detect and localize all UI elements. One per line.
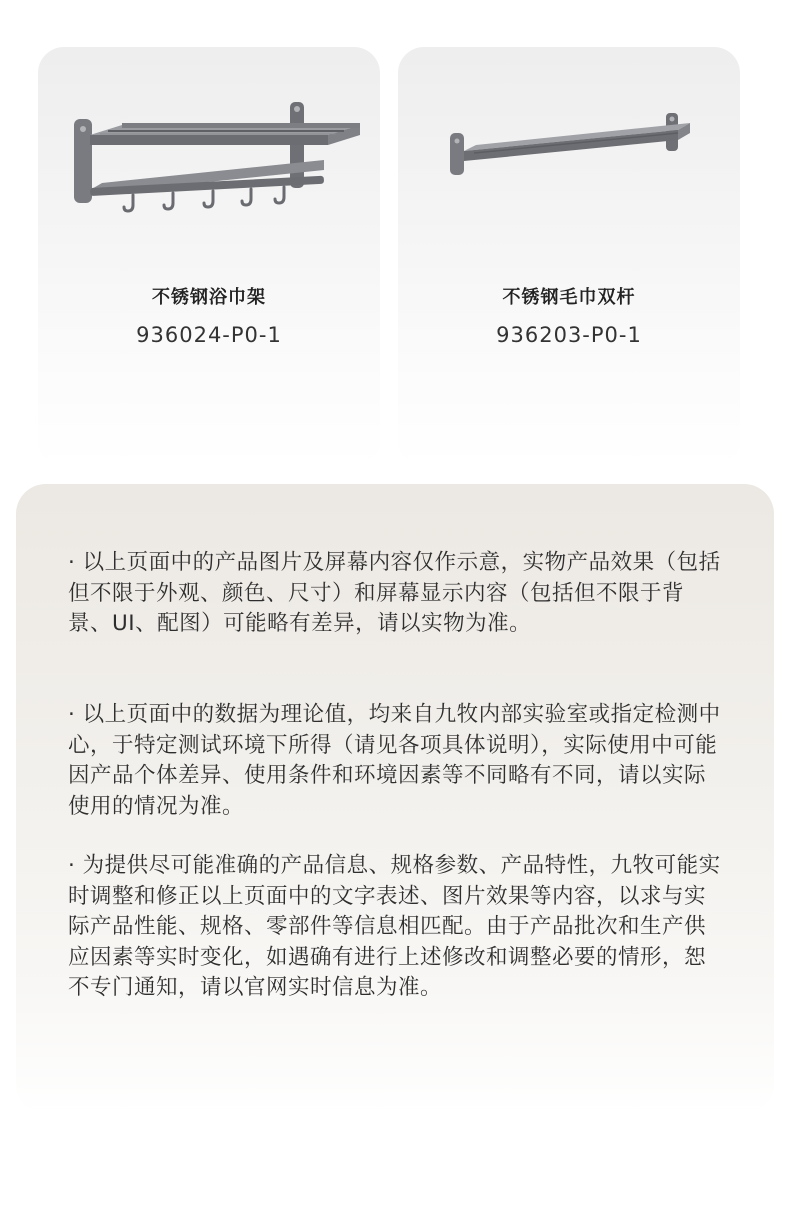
product-code: 936024-P0-1 xyxy=(136,323,282,347)
product-name: 不锈钢浴巾架 xyxy=(152,287,266,308)
double-towel-bar-icon xyxy=(398,47,740,247)
product-name: 不锈钢毛巾双杆 xyxy=(502,287,636,308)
disclaimer-panel xyxy=(16,484,774,1114)
product-code: 936203-P0-1 xyxy=(496,323,642,347)
disclaimer-note: · 以上页面中的产品图片及屏幕内容仅作示意，实物产品效果（包括但不限于外观、颜色、尺寸）和屏幕显示内容（包括但不限于背景、UI、配图）可能略有差异，请以实物为准。 xyxy=(68,550,721,636)
disclaimer-note: · 为提供尽可能准确的产品信息、规格参数、产品特性，九牧可能实时调整和修正以上页面中的文字表述、图片效果等内容，以求与实际产品性能、规格、零部件等信息相匹配。由于产品批次和生产供应因素等实时变化，如遇确有进行上述修改和调整必要的情形，恕不专门通知，请以官网实时信息为准。 xyxy=(68,853,721,1000)
product-card-double-towel-bar[interactable] xyxy=(398,47,740,467)
disclaimer-note: · 以上页面中的数据为理论值，均来自九牧内部实验室或指定检测中心，于特定测试环境下所得（请见各项具体说明），实际使用中可能因产品个体差异、使用条件和环境因素等不同略有不同，请以实际使用的情况为准。 xyxy=(68,702,721,819)
towel-rack-with-hooks-icon xyxy=(38,47,380,247)
product-card-towel-rack[interactable] xyxy=(38,47,380,467)
